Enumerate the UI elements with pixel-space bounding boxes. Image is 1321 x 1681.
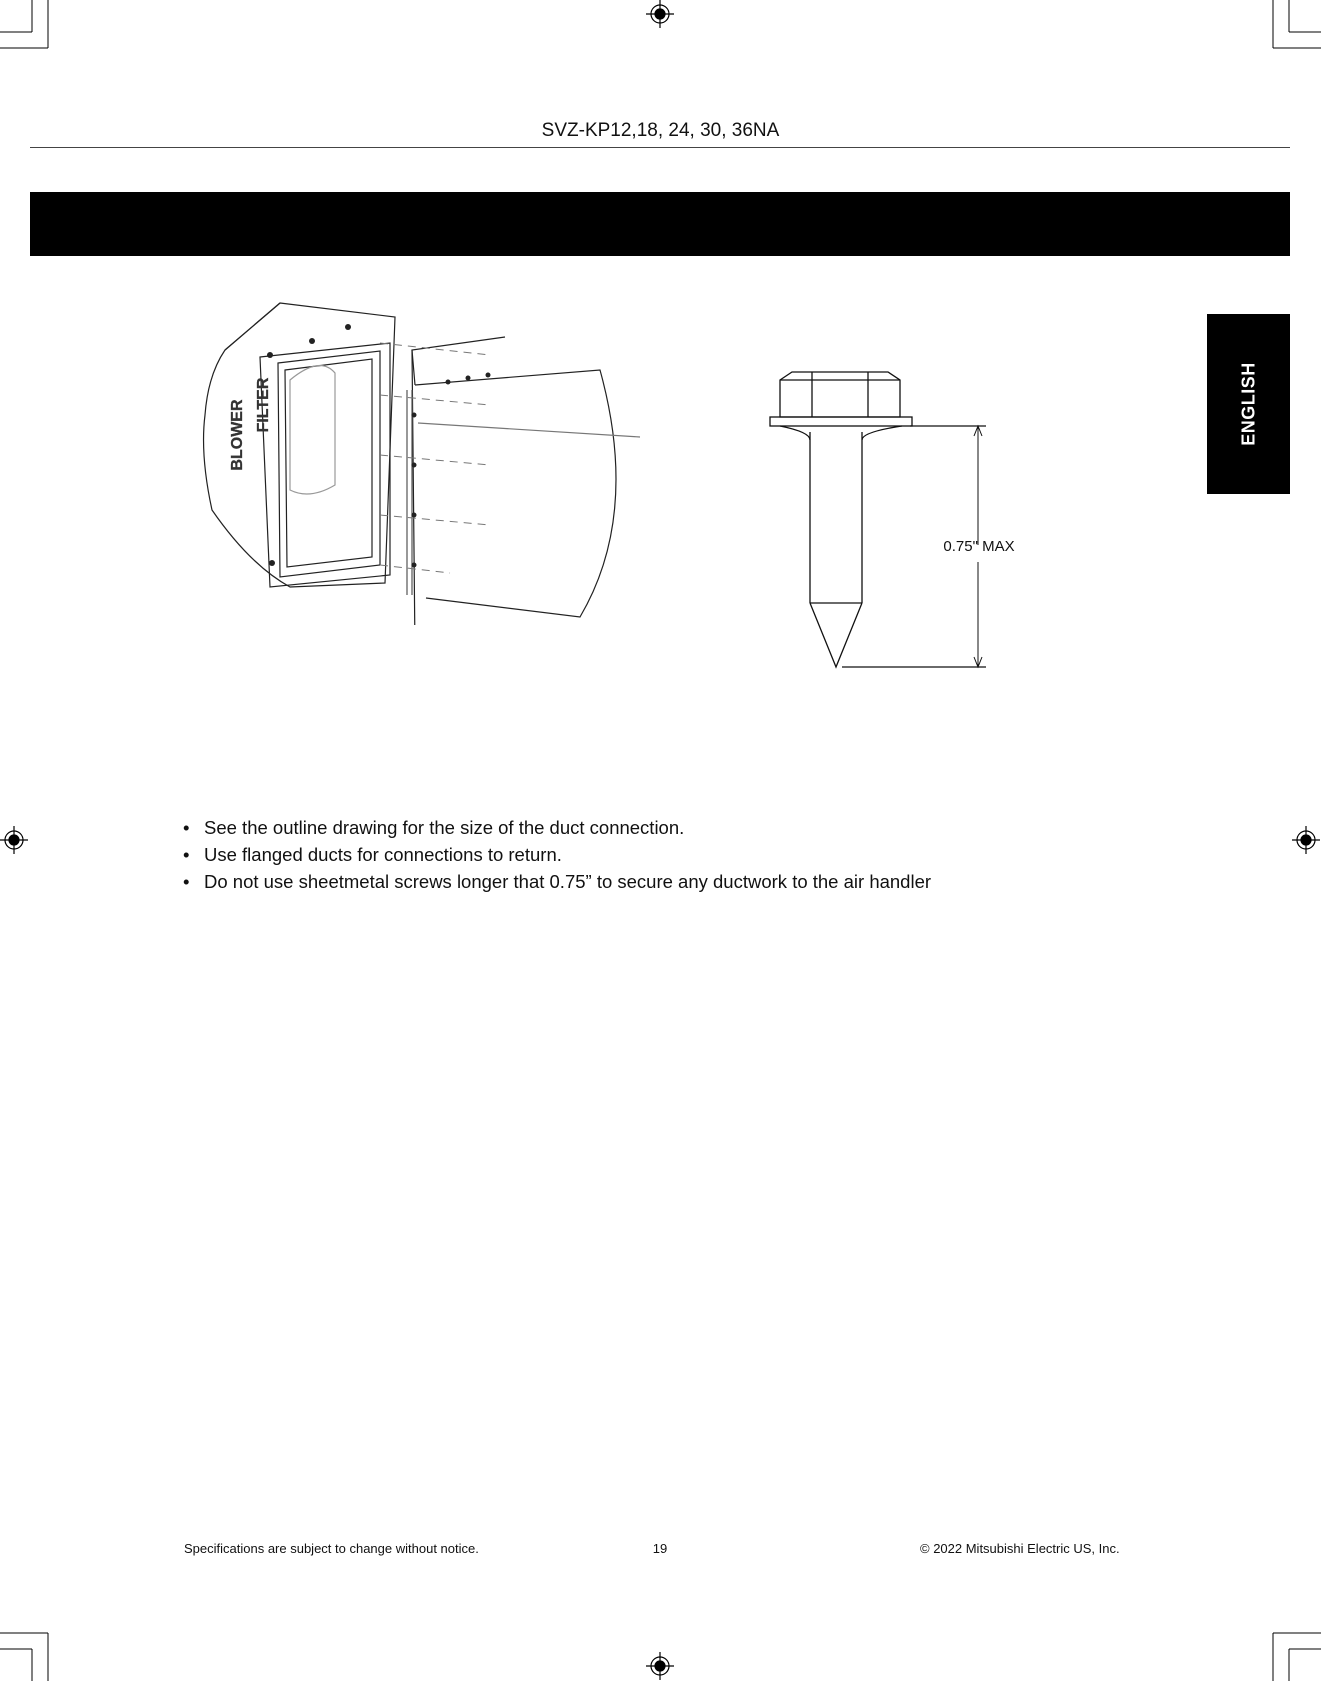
filter-label: FILTER [255, 377, 272, 433]
notes-list [182, 814, 931, 895]
blower-label: BLOWER [229, 399, 246, 471]
header-title: SVZ-KP12,18, 24, 30, 36NA [541, 120, 780, 141]
list-item: • Do not use sheetmetal screws longer that 0.75” to secure any ductwork to the air handler [182, 868, 931, 895]
header-divider [30, 147, 1290, 148]
section-title-bar [30, 192, 1290, 256]
footer-disclaimer: Specifications are subject to change without notice. [184, 1541, 479, 1556]
list-item: • Use flanged ducts for connections to return. [182, 841, 931, 868]
screw-dimension-figure [760, 370, 1050, 675]
language-tab-label: ENGLISH [1238, 362, 1258, 446]
language-tab [1207, 314, 1290, 494]
list-item: • See the outline drawing for the size of the duct connection. [182, 814, 931, 841]
dimension-label: 0.75" MAX [943, 538, 1015, 555]
air-handler-duct-figure [200, 295, 650, 625]
footer-copyright: © 2022 Mitsubishi Electric US, Inc. [920, 1541, 1120, 1556]
page-number: 19 [652, 1541, 668, 1556]
